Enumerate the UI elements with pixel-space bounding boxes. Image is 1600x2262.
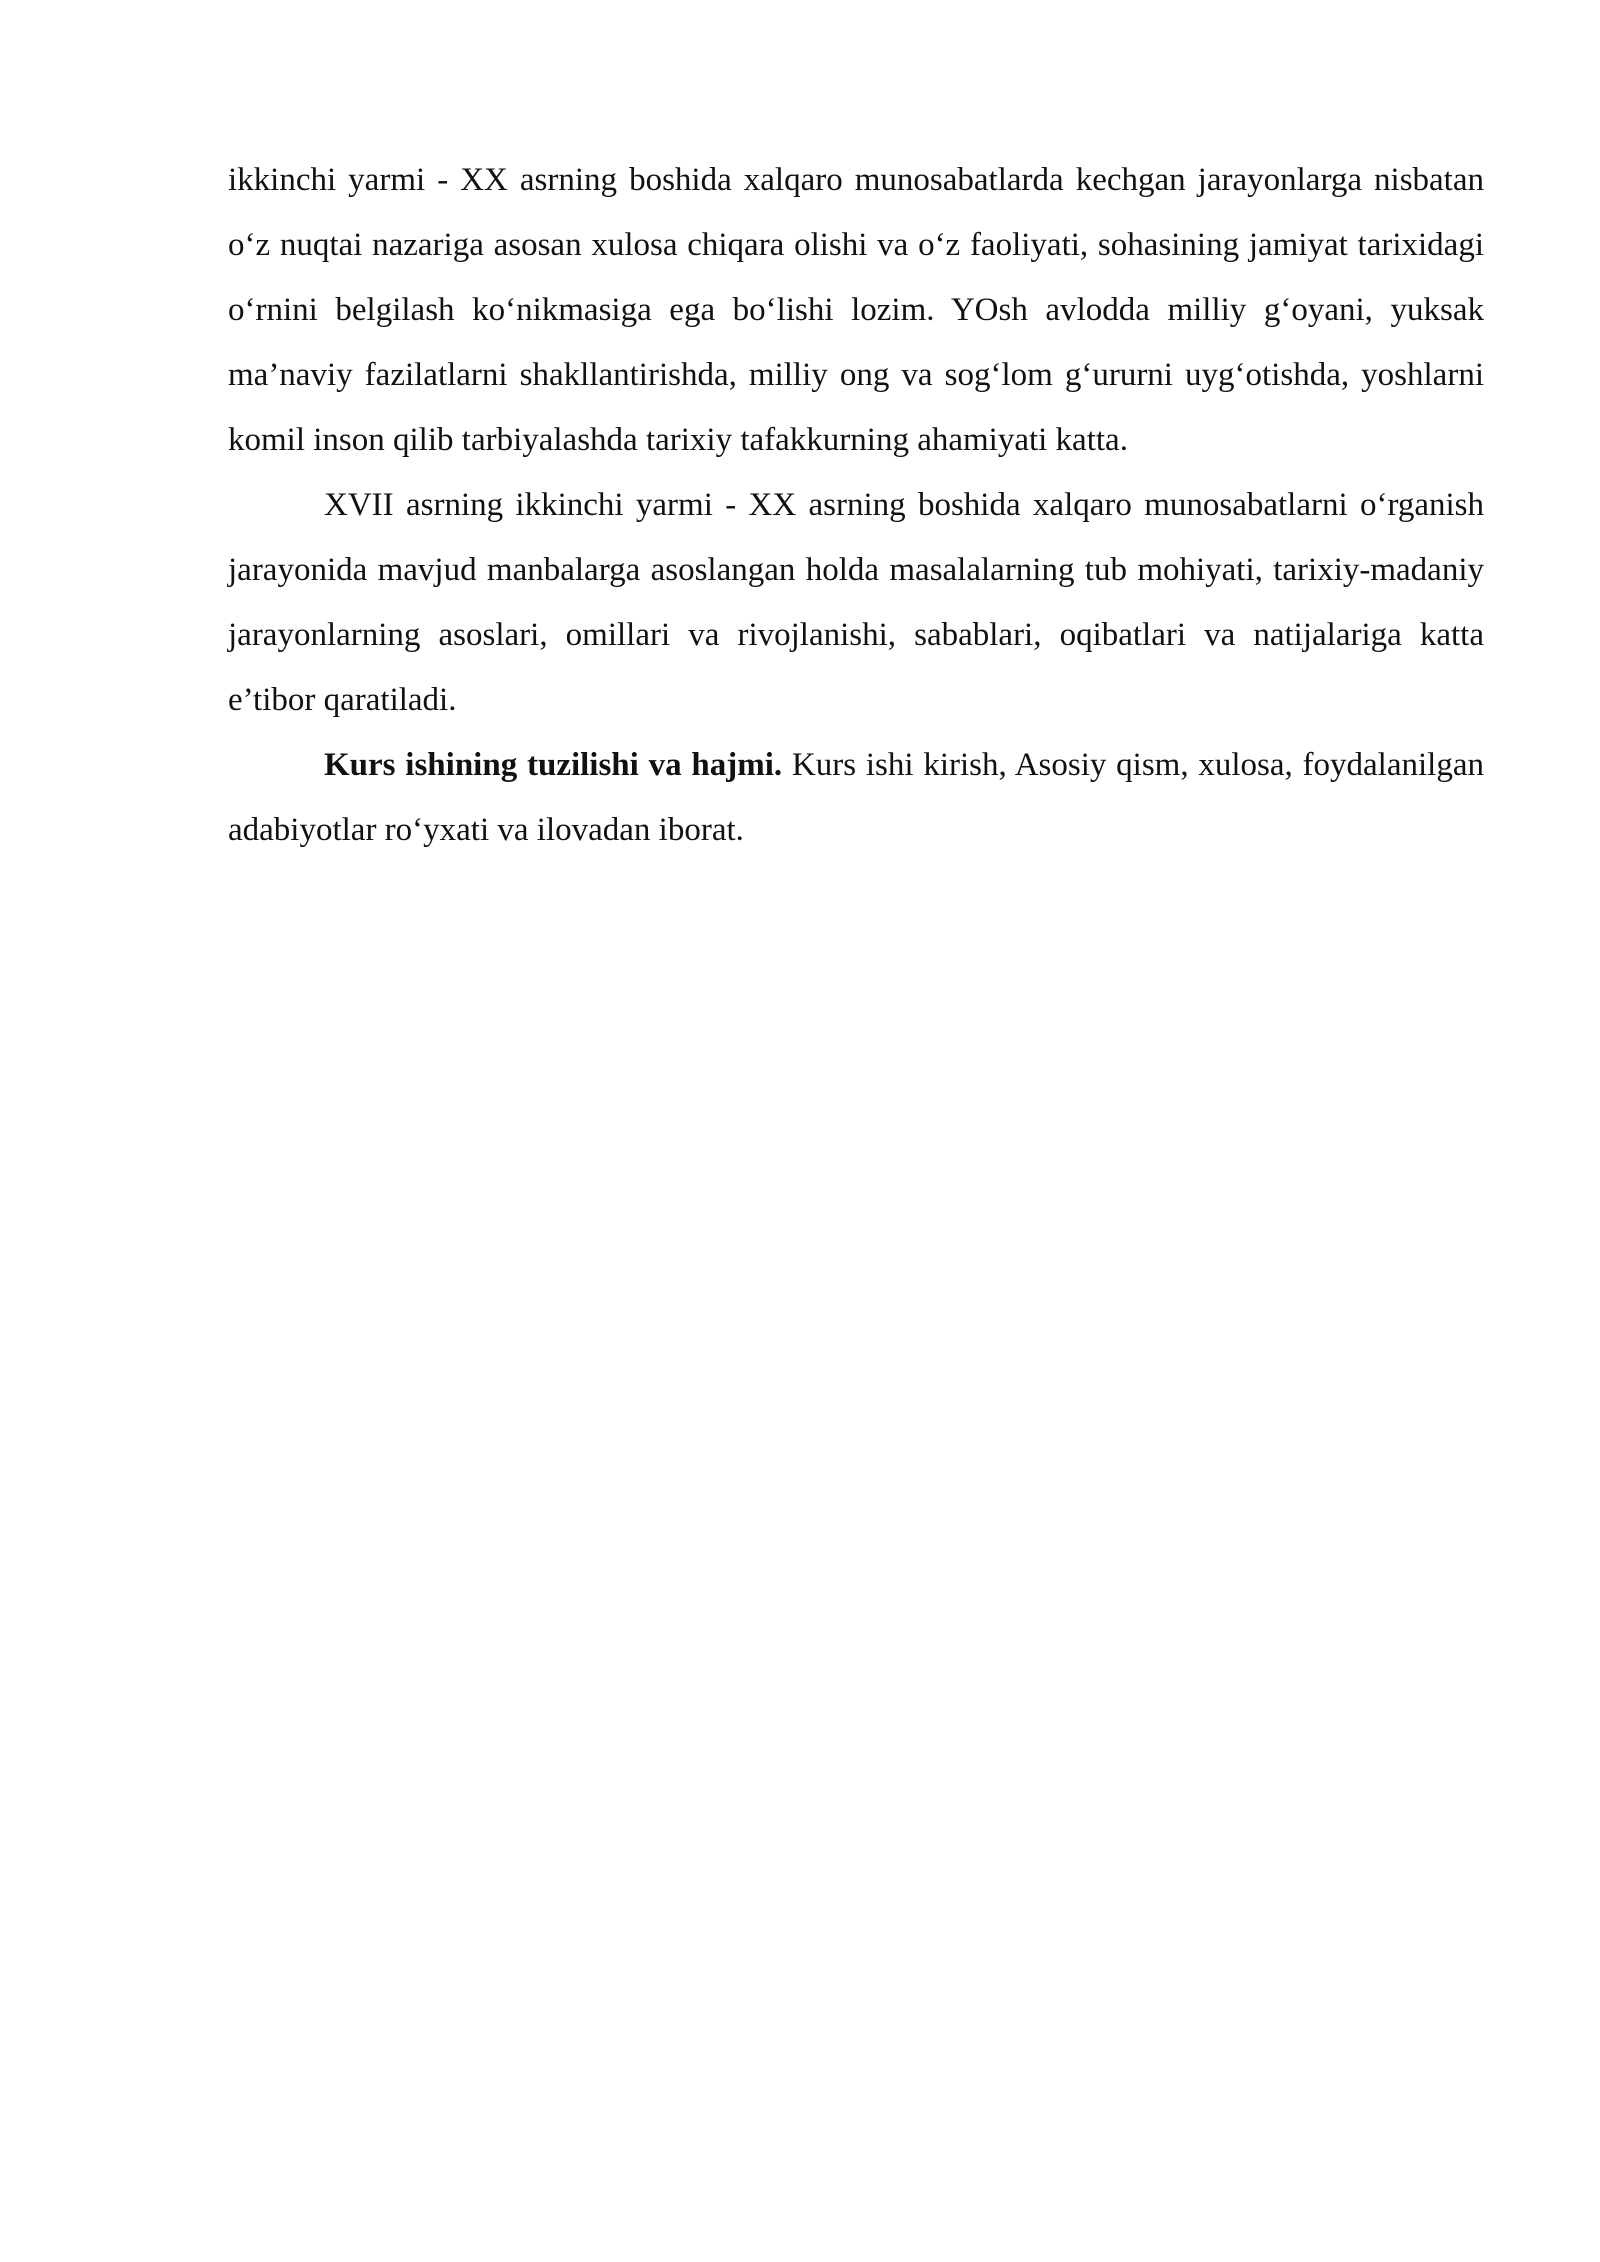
paragraph-study-scope <box>228 473 1484 733</box>
paragraph-heading-bold: Kurs ishining tuzilishi va hajmi. <box>324 747 783 783</box>
paragraph-text: XVII asrning ikkinchi yarmi - XX asrning boshida xalqaro munosabatlarni o‘rganish jarayonida mavjud manbalarga asoslangan holda masalalarning tub mohiyati, tarixiy-madaniy jarayonlarning asoslari, omillari va rivojlanishi, sabablari, oqibatlari va natijalariga katta e’tibor qaratiladi. <box>228 487 1484 718</box>
paragraph-continuation <box>228 148 1484 473</box>
paragraph-text: Kurs ishi kirish, Asosiy qism, xulosa, foydalanilgan adabiyotlar ro‘yxati va ilovadan iborat. <box>228 747 1484 848</box>
paragraph-structure <box>228 733 1484 863</box>
paragraph-text: ikkinchi yarmi - XX asrning boshida xalqaro munosabatlarda kechgan jarayonlarga nisbatan o‘z nuqtai nazariga asosan xulosa chiqara olishi va o‘z faoliyati, sohasining jamiyat tarixidagi o‘rnini belgilash ko‘nikmasiga ega bo‘lishi lozim. YOsh avlodda milliy g‘oyani, yuksak ma’naviy fazilatlarni shakllantirishda, milliy ong va sog‘lom g‘ururni uyg‘otishda, yoshlarni komil inson qilib tarbiyalashda tarixiy tafakkurning ahamiyati katta. <box>228 162 1484 458</box>
document-body <box>228 148 1484 863</box>
